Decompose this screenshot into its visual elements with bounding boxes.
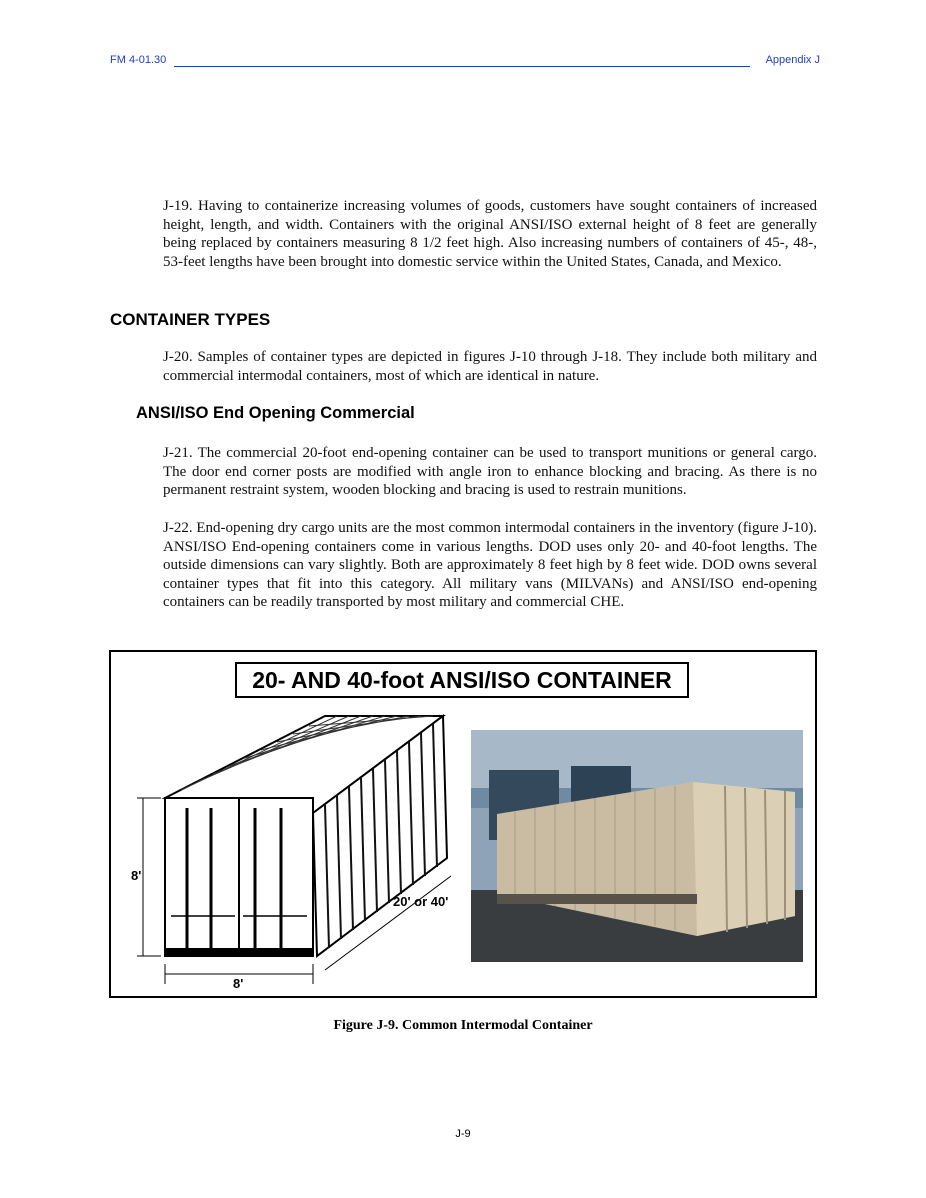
container-line-drawing: [125, 708, 455, 990]
header-appendix: Appendix J: [765, 54, 820, 66]
figure-caption: Figure J-9. Common Intermodal Container: [333, 1018, 593, 1033]
header-rule: [174, 66, 750, 67]
paragraph-j19: J-19. Having to containerize increasing volumes of goods, customers have sought containers of increased height, length, and width. Containers with the original ANSI/ISO external height of 8 feet are generally being replaced by containers measuring 8 1/2 feet high. Also increasing numbers of containers of 45-, 48-, 53-feet lengths have been brought into domestic service within the United States, Canada, and Mexico.: [163, 198, 817, 270]
paragraph-j22: J-22. End-opening dry cargo units are the most common intermodal containers in the inventory (figure J-10). ANSI/ISO End-opening containers come in various lengths. DOD uses only 20- and 40-foot lengths. The outside dimensions can vary slightly. Both are approximately 8 feet high by 8 feet wide. DOD owns several container types that fit into this category. All military vans (MILVANs) and ANSI/ISO end-opening containers can be readily transported by most military and commercial CHE.: [163, 520, 817, 611]
dim-length-label: 20' or 40': [393, 894, 449, 909]
paragraph-j21: J-21. The commercial 20-foot end-opening container can be used to transport munitions or general cargo. The door end corner posts are modified with angle iron to enhance blocking and bracing. As there is no permanent restraint system, wooden blocking and bracing is used to restrain munitions.: [163, 445, 817, 499]
dim-width-label: 8': [233, 976, 244, 990]
figure-frame: [109, 650, 817, 998]
section-heading: CONTAINER TYPES: [110, 310, 271, 329]
subsection-heading: ANSI/ISO End Opening Commercial: [136, 404, 415, 422]
page-number: J-9: [455, 1128, 471, 1140]
figure-title: 20- AND 40-foot ANSI/ISO CONTAINER: [235, 662, 689, 698]
dim-height-label: 8': [131, 868, 142, 883]
header-document-id: FM 4-01.30: [110, 54, 167, 66]
container-photo: [471, 730, 803, 962]
paragraph-j20: J-20. Samples of container types are depicted in figures J-10 through J-18. They include both military and commercial intermodal containers, most of which are identical in nature.: [163, 349, 817, 384]
